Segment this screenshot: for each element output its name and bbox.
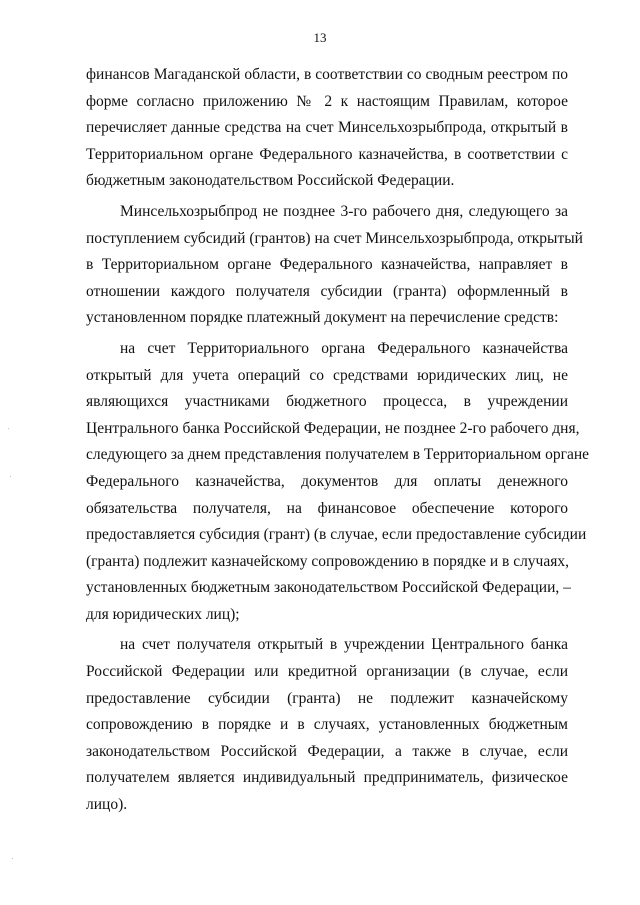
text-line: открытый для учета операций со средствами юридических лиц, не (86, 366, 568, 384)
text-line: Минсельхозрыбпрод не позднее 3-го рабочего дня, следующего за (120, 202, 568, 220)
text-line: получателем является индивидуальный предприниматель, физическое (86, 769, 568, 787)
text-line: следующего за днем представления получателем в Территориальном органе (86, 446, 590, 464)
text-line: сопровождению в порядке и в случаях, установленных бюджетным (86, 716, 568, 734)
text-line: Федерального казначейства, документов для оплаты денежного (86, 472, 568, 490)
text-line: поступлением субсидий (грантов) на счет Минсельхозрыбпрода, открытый (86, 229, 583, 247)
text-line: бюджетным законодательством Российской Федерации. (86, 172, 455, 190)
text-line: форме согласно приложению № 2 к настоящим Правилам, которое (86, 92, 568, 110)
text-line: на счет Территориального органа Федерального казначейства (120, 339, 568, 357)
text-line: для юридических лиц); (86, 605, 240, 623)
document-body (86, 62, 590, 819)
paragraph-1 (86, 62, 568, 195)
text-line: являющихся участниками бюджетного процесса, в учреждении (86, 393, 568, 411)
text-line: Центрального банка Российской Федерации, не позднее 2-го рабочего дня, (86, 419, 580, 437)
text-line: законодательством Российской Федерации, а также в случае, если (86, 742, 568, 760)
text-line: перечисляет данные средства на счет Минсельхозрыбпрода, открытый в (86, 119, 568, 137)
text-line: установленном порядке платежный документ на перечисление средств: (86, 309, 559, 327)
scan-speck (12, 858, 13, 859)
paragraph-3 (86, 336, 590, 629)
text-line: лицо). (86, 796, 128, 814)
text-line: финансов Магаданской области, в соответствии со сводным реестром по (86, 66, 568, 83)
paragraph-4 (86, 632, 568, 818)
text-line: в Территориальном органе Федерального казначейства, направляет в (86, 256, 568, 274)
text-line: предоставляется субсидия (грант) (в случае, если предоставление субсидии (86, 526, 587, 544)
text-line: отношении каждого получателя субсидии (гранта) оформленный в (86, 282, 568, 300)
scan-speck (8, 428, 9, 429)
text-line: установленных бюджетным законодательством Российской Федерации, – (86, 579, 571, 597)
text-line: на счет получателя открытый в учреждении Центрального банка (120, 636, 568, 654)
text-line: (гранта) подлежит казначейскому сопровождению в порядке и в случаях, (86, 552, 569, 570)
text-line: обязательства получателя, на финансовое обеспечение которого (86, 499, 568, 517)
text-line: Территориальном органе Федерального казначейства, в соответствии с (86, 145, 568, 163)
text-line: предоставление субсидии (гранта) не подлежит казначейскому (86, 689, 568, 707)
paragraph-2 (86, 199, 583, 332)
text-line: Российской Федерации или кредитной организации (в случае, если (86, 663, 568, 681)
page-number: 13 (313, 30, 327, 45)
scan-speck (10, 476, 11, 477)
